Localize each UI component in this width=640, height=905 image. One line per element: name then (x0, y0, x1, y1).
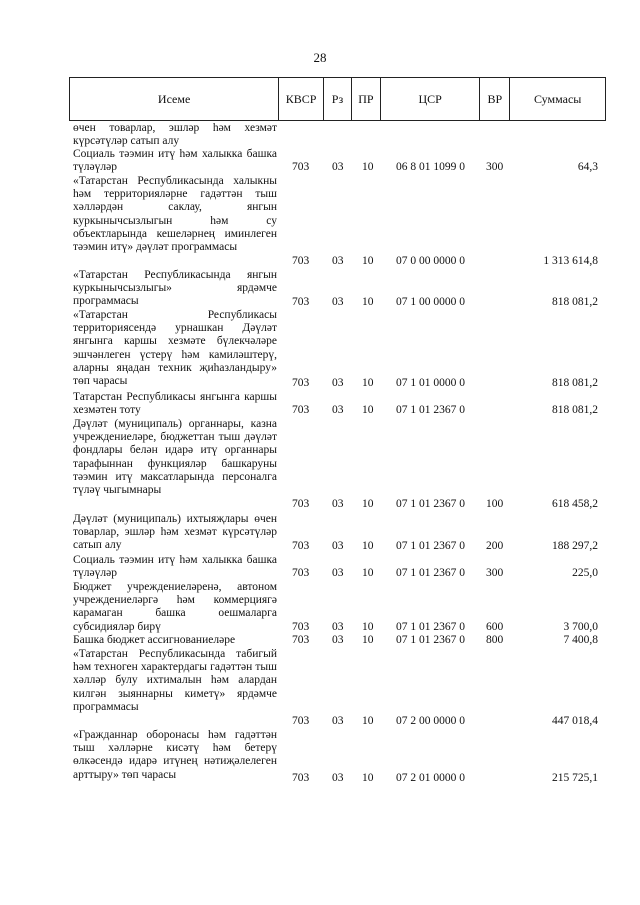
row-sum: 3 700,0 (563, 621, 598, 633)
row-csr: 07 0 00 0000 0 (396, 255, 465, 267)
row-pr: 10 (362, 621, 374, 633)
row-vr: 800 (486, 634, 504, 646)
row-csr: 07 1 01 2367 0 (396, 567, 465, 579)
row-rz: 03 (332, 715, 344, 727)
row-name: Социаль тәэмин итү һәм халыкка башка түләүләр (73, 554, 277, 580)
row-kvsr: 703 (292, 404, 310, 416)
row-rz: 03 (332, 377, 344, 389)
row-name: «Татарстан Республикасында халыкны һәм территорияләрне гадәттән тыш хәлләрдән саклау, янгын куркынычсызлыгын һәм су объектларында кешеләрнең иминлеген тәэмин итү» дәүләт программасы (73, 175, 277, 254)
row-rz: 03 (332, 161, 344, 173)
row-pr: 10 (362, 567, 374, 579)
row-kvsr: 703 (292, 567, 310, 579)
row-sum: 618 458,2 (552, 498, 598, 510)
row-pr: 10 (362, 255, 374, 267)
row-kvsr: 703 (292, 255, 310, 267)
row-kvsr: 703 (292, 377, 310, 389)
row-pr: 10 (362, 404, 374, 416)
row-csr: 06 8 01 1099 0 (396, 161, 465, 173)
row-pr: 10 (362, 634, 374, 646)
row-kvsr: 703 (292, 540, 310, 552)
row-name: Дәүләт (муниципаль) органнары, казна учреждениеләре, бюджеттан тыш дәүләт фондлары белән идарә итү органнары тарафыннан функцияләр башкаруны тәэмин итү максатларында персоналга түләү чыгымнары (73, 418, 277, 497)
row-sum: 215 725,1 (552, 772, 598, 784)
row-sum: 818 081,2 (552, 377, 598, 389)
row-pr: 10 (362, 377, 374, 389)
row-kvsr: 703 (292, 161, 310, 173)
row-csr: 07 1 01 2367 0 (396, 540, 465, 552)
row-rz: 03 (332, 621, 344, 633)
table-header (69, 77, 606, 121)
row-sum: 7 400,8 (563, 634, 598, 646)
row-vr: 300 (486, 161, 504, 173)
row-rz: 03 (332, 404, 344, 416)
row-pr: 10 (362, 540, 374, 552)
row-pr: 10 (362, 498, 374, 510)
row-rz: 03 (332, 772, 344, 784)
row-csr: 07 1 01 2367 0 (396, 498, 465, 510)
header-sum: Суммасы (533, 91, 582, 106)
row-pr: 10 (362, 296, 374, 308)
row-csr: 07 1 01 2367 0 (396, 404, 465, 416)
row-csr: 07 1 01 2367 0 (396, 621, 465, 633)
row-name: Социаль тәэмин итү һәм халыкка башка түләүләр (73, 148, 277, 174)
row-name: «Татарстан Республикасы территориясендә урнашкан Дәүләт янгынга каршы хезмәте бүлекчәләре эшчәнлеген үстерү һәм камиләштерү, аларны яңадан техник җиһазландыру» төп чарасы (73, 309, 277, 388)
header-rz: Рз (324, 78, 352, 120)
row-name: Башка бюджет ассигнованиеләре (73, 634, 236, 646)
row-name: Дәүләт (муниципаль) ихтыяҗлары өчен товарлар, эшләр һәм хезмәт күрсәтүләр сатып алу (73, 513, 277, 552)
row-sum: 64,3 (577, 161, 598, 173)
row-rz: 03 (332, 498, 344, 510)
row-pr: 10 (362, 161, 374, 173)
row-pr: 10 (362, 772, 374, 784)
row-sum: 818 081,2 (552, 296, 598, 308)
row-csr: 07 1 01 2367 0 (396, 634, 465, 646)
row-kvsr: 703 (292, 634, 310, 646)
row-kvsr: 703 (292, 296, 310, 308)
row-rz: 03 (332, 567, 344, 579)
header-csr: ЦСР (381, 78, 481, 120)
header-pr: ПР (352, 78, 381, 120)
row-kvsr: 703 (292, 498, 310, 510)
row-rz: 03 (332, 296, 344, 308)
row-vr: 600 (486, 621, 504, 633)
row-vr: 100 (486, 498, 504, 510)
row-name: «Гражданнар оборонасы һәм гадәттән тыш хәлләрне кисәтү һәм бетерү өлкәсендә идарә итүнең нәтиҗәлелеген арттыру» төп чарасы (73, 729, 277, 781)
row-csr: 07 1 01 0000 0 (396, 377, 465, 389)
row-rz: 03 (332, 540, 344, 552)
row-name: Татарстан Республикасы янгынга каршы хезмәтен тоту (73, 391, 277, 417)
row-csr: 07 1 00 0000 0 (396, 296, 465, 308)
row-sum: 188 297,2 (552, 540, 598, 552)
row-pr: 10 (362, 715, 374, 727)
row-rz: 03 (332, 255, 344, 267)
row-vr: 200 (486, 540, 504, 552)
row-name: Бюджет учреждениеләренә, автоном учреждениеләргә һәм коммерциягә карамаган башка оешмаларга субсидияләр бирү (73, 581, 277, 633)
header-kvsr: КВСР (279, 78, 324, 120)
row-sum: 1 313 614,8 (543, 255, 598, 267)
row-kvsr: 703 (292, 621, 310, 633)
row-sum: 818 081,2 (552, 404, 598, 416)
row-name: «Татарстан Республикасында табигый һәм техноген характердагы гадәттән тыш хәлләр булу ихтималын һәм алардан килгән зыяннарны киметү» ярдәмче программасы (73, 648, 277, 713)
row-csr: 07 2 00 0000 0 (396, 715, 465, 727)
row-sum: 447 018,4 (552, 715, 598, 727)
header-name: Исеме (70, 78, 279, 120)
page-number: 28 (313, 50, 327, 65)
row-sum: 225,0 (572, 567, 598, 579)
row-kvsr: 703 (292, 715, 310, 727)
header-vr: ВР (480, 78, 510, 120)
row-vr: 300 (486, 567, 504, 579)
row-kvsr: 703 (292, 772, 310, 784)
row-name: «Татарстан Республикасында янгын куркынычсызлыгы» ярдәмче программасы (73, 269, 277, 308)
row-csr: 07 2 01 0000 0 (396, 772, 465, 784)
row-name: өчен товарлар, эшләр һәм хезмәт күрсәтүләр сатып алу (73, 122, 277, 148)
row-rz: 03 (332, 634, 344, 646)
